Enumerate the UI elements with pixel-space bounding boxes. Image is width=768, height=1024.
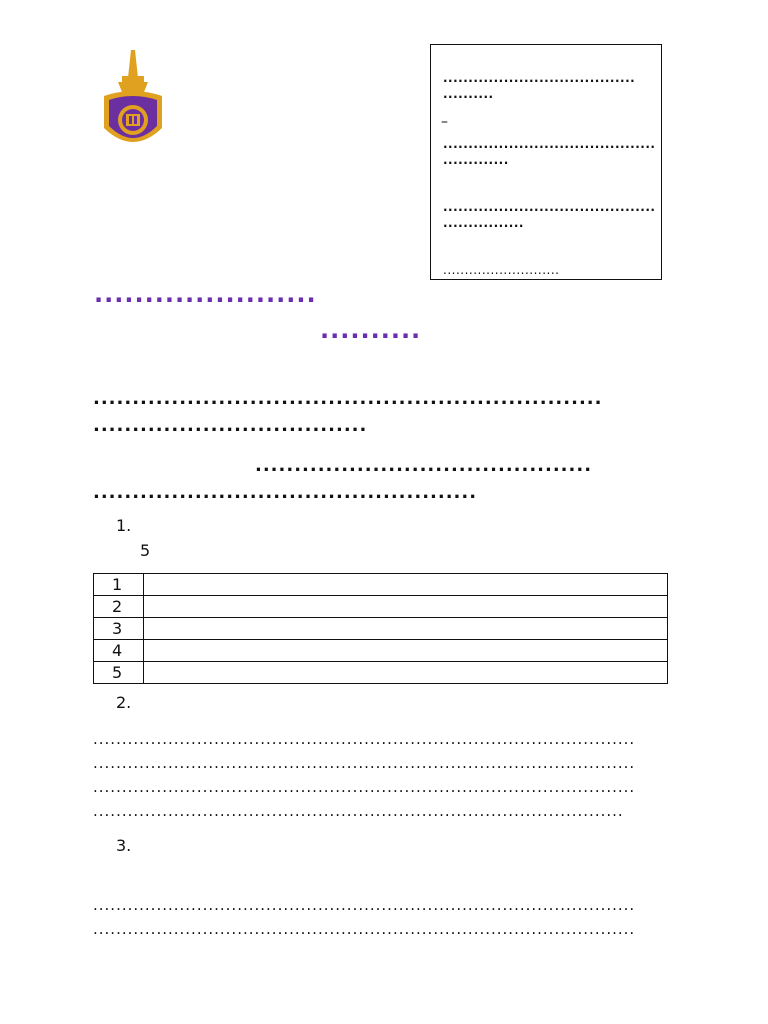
info-field1-dots-cont[interactable]: .......... [443,87,494,101]
row-number: 2 [94,596,144,618]
table-row [94,596,668,618]
name-field-dots[interactable]: ................................................................. [93,388,603,409]
table-row [94,618,668,640]
question2-answer-line2[interactable]: .............................................................................................. [93,754,636,772]
answer-cell[interactable] [144,662,668,684]
answer-cell[interactable] [144,618,668,640]
question1-text-line2 [140,541,150,560]
question3-number: 3. [116,836,132,855]
answer-cell[interactable] [144,640,668,662]
table-row [94,640,668,662]
answer-table [93,573,668,684]
id-field-dots-cont[interactable]: ................................................. [93,482,478,503]
info-field2-label [441,114,448,130]
info-field2-dots[interactable]: .......................................... [443,137,655,151]
info-field3-dots-cont[interactable]: ................ [443,216,524,230]
student-info-box [430,44,662,280]
title-line3-dots[interactable]: ...................... [94,280,317,308]
university-logo [98,48,348,160]
info-field2-dots-cont[interactable]: ............. [443,153,509,167]
question2-answer-line4[interactable]: ............................................................................................ [93,802,624,820]
info-field1-dots[interactable]: ...................................... [443,71,636,85]
id-field-dots[interactable]: ........................................... [255,455,593,476]
row-number: 5 [94,662,144,684]
question3-answer-line1[interactable]: .............................................................................................. [93,896,636,914]
row-number: 1 [94,574,144,596]
document-title-line3 [94,280,317,308]
info-field2-dash: – [441,114,448,130]
row-number: 3 [94,618,144,640]
row-number: 4 [94,640,144,662]
info-field3-dots[interactable]: .......................................... [443,200,655,214]
table-row [94,662,668,684]
question2-answer-line1[interactable]: .............................................................................................. [93,730,636,748]
answer-cell[interactable] [144,596,668,618]
university-seal-icon [98,48,168,160]
question2-answer-line3[interactable]: .............................................................................................. [93,778,636,796]
answer-cell[interactable] [144,574,668,596]
question2-number: 2. [116,693,132,712]
table-row [94,574,668,596]
question1-number: 1. [116,516,132,535]
question1-line2-num: 5 [140,541,151,560]
document-title-line4-dots[interactable]: .......... [320,316,422,344]
question3-answer-line2[interactable]: .............................................................................................. [93,920,636,938]
name-field-dots-cont[interactable]: ................................... [93,415,368,436]
info-field4-dots[interactable]: ........................... [443,263,560,277]
